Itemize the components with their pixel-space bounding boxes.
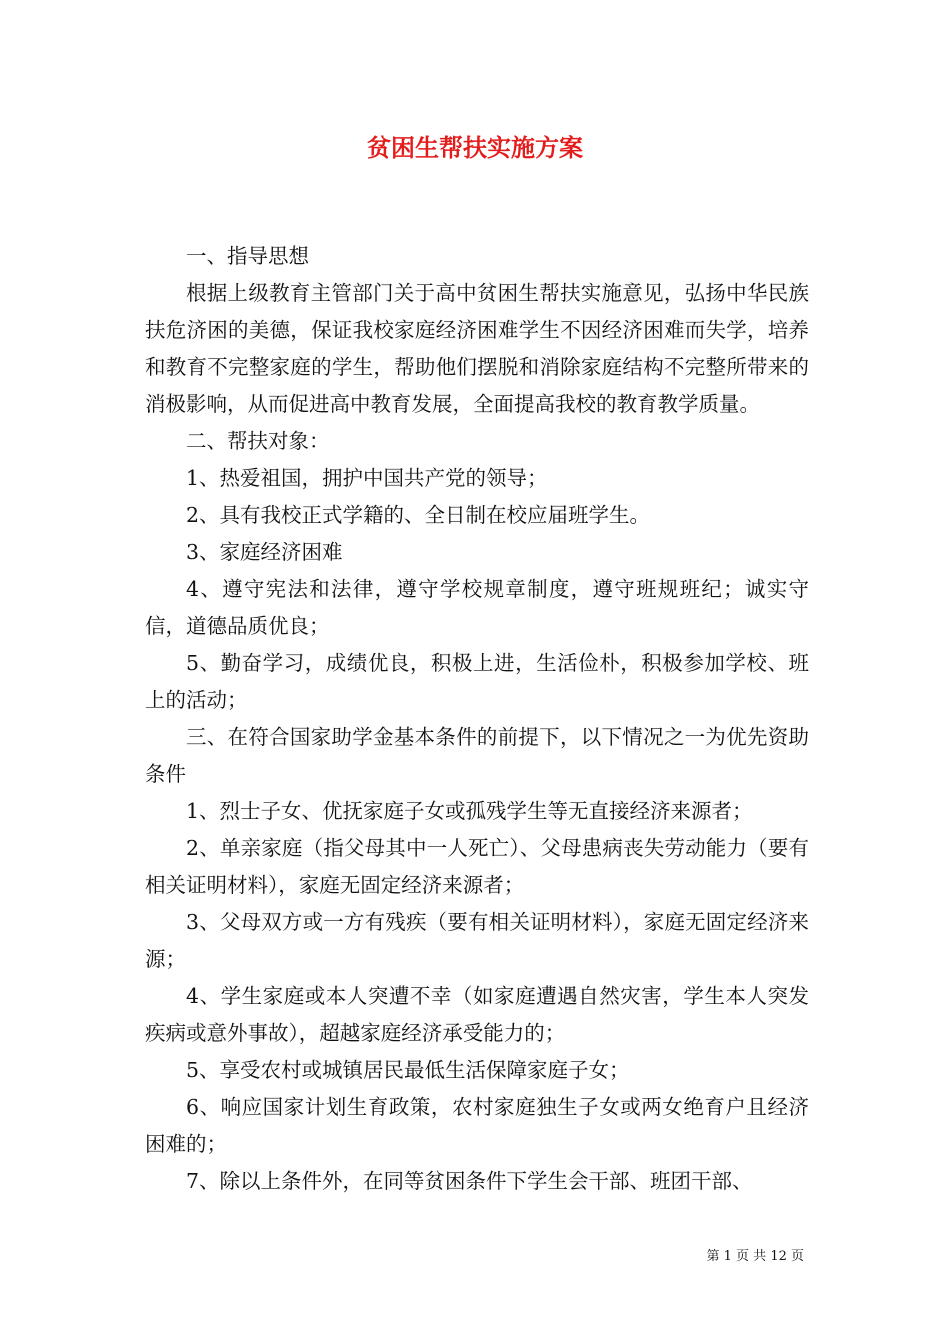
document-title: 贫困生帮扶实施方案 (367, 133, 583, 162)
priority-item-5: 5、享受农村或城镇居民最低生活保障家庭子女； (186, 1058, 630, 1082)
page-number-footer: 第 1 页 共 12 页 (706, 1249, 804, 1264)
priority-item-7: 7、除以上条件外，在同等贫困条件下学生会干部、班团干部、 (186, 1169, 753, 1193)
heading-assistance-targets: 二、帮扶对象： (186, 429, 330, 453)
priority-item-6: 6、响应国家计划生育政策，农村家庭独生子女或两女绝育户且经济困难的； (145, 1095, 809, 1156)
priority-item-1: 1、烈士子女、优抚家庭子女或孤残学生等无直接经济来源者； (186, 799, 753, 823)
priority-item-3: 3、父母双方或一方有残疾（要有相关证明材料），家庭无固定经济来源； (145, 910, 809, 971)
target-item-3: 3、家庭经济困难 (186, 540, 343, 564)
priority-item-4: 4、学生家庭或本人突遭不幸（如家庭遭遇自然灾害，学生本人突发疾病或意外事故），超越家庭经济承受能力的； (145, 984, 809, 1045)
paragraph-guiding-thought: 根据上级教育主管部门关于高中贫困生帮扶实施意见，弘扬中华民族扶危济困的美德，保证我校家庭经济困难学生不因经济困难而失学，培养和教育不完整家庭的学生，帮助他们摆脱和消除家庭结构不完整所带来的消极影响，从而促进高中教育发展，全面提高我校的教育教学质量。 (145, 281, 809, 416)
document-body (145, 238, 809, 1200)
target-item-4: 4、遵守宪法和法律，遵守学校规章制度，遵守班规班纪；诚实守信，道德品质优良； (145, 577, 809, 638)
heading-priority-conditions: 三、在符合国家助学金基本条件的前提下，以下情况之一为优先资助条件 (145, 725, 809, 786)
target-item-1: 1、热爱祖国，拥护中国共产党的领导； (186, 466, 548, 490)
priority-item-2: 2、单亲家庭（指父母其中一人死亡）、父母患病丧失劳动能力（要有相关证明材料），家庭无固定经济来源者； (145, 836, 809, 897)
heading-guiding-thought: 一、指导思想 (186, 244, 309, 268)
target-item-5: 5、勤奋学习，成绩优良，积极上进，生活俭朴，积极参加学校、班上的活动； (145, 651, 809, 712)
target-item-2: 2、具有我校正式学籍的、全日制在校应届班学生。 (186, 503, 651, 527)
